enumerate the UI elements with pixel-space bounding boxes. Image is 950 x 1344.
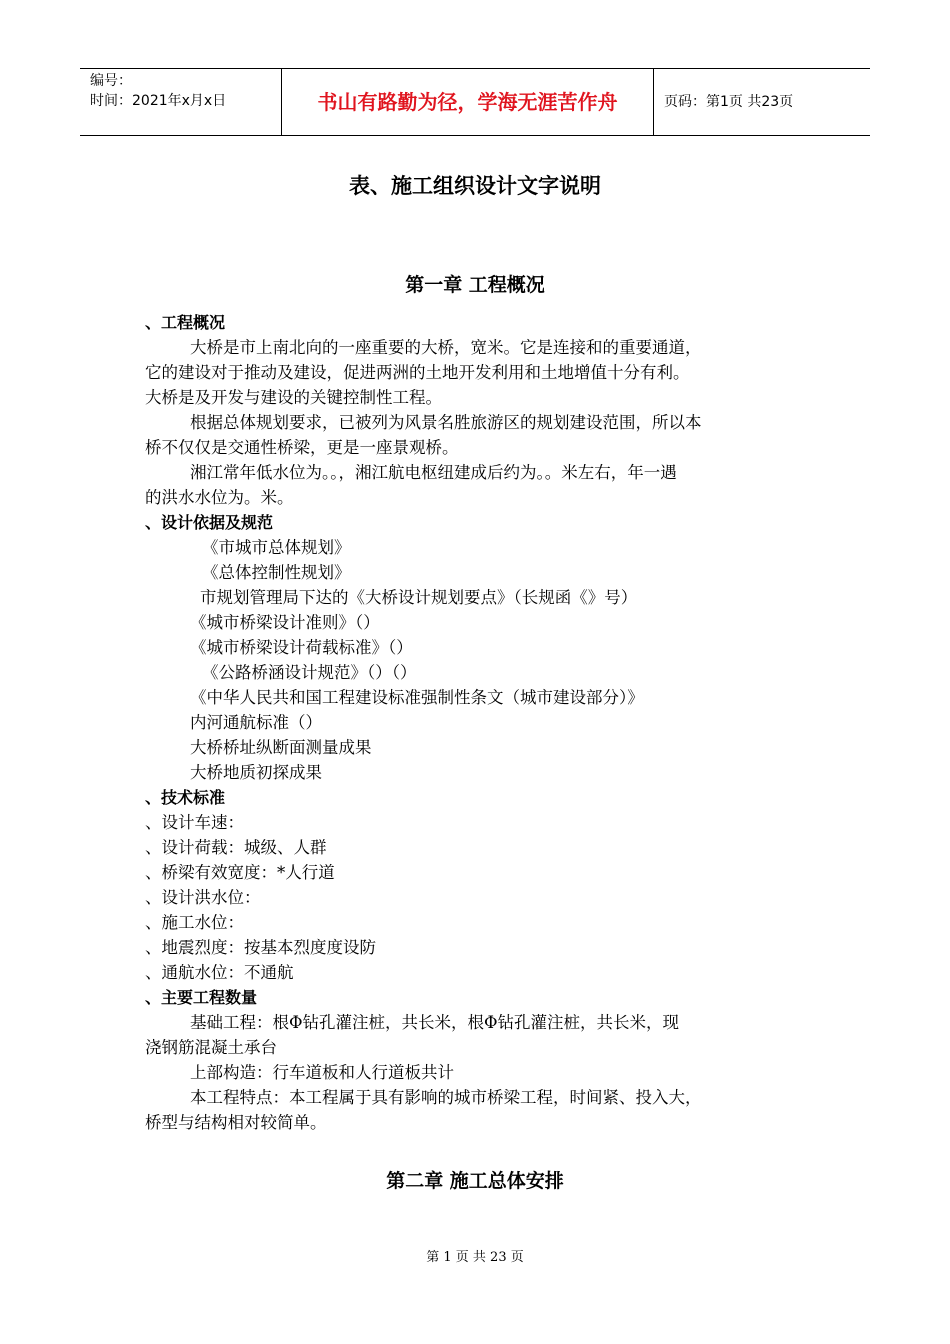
paragraph-line: 基础工程：根Φ钻孔灌注桩，共长米，根Φ钻孔灌注桩，共长米，现: [190, 1013, 680, 1032]
section-heading: 、技术标准: [145, 788, 226, 807]
basis-item: 《城市桥梁设计荷载标准》（）: [190, 638, 413, 657]
standard-item: 、桥梁有效宽度：*人行道: [145, 863, 335, 882]
paragraph-line: 它的建设对于推动及建设，促进两洲的土地开发利用和土地增值十分有利。: [145, 363, 690, 382]
section-heading: 、设计依据及规范: [145, 513, 274, 532]
section-heading: 、工程概况: [145, 313, 226, 332]
document-title: 表、施工组织设计文字说明: [349, 174, 601, 198]
standard-item: 、施工水位：: [145, 913, 244, 932]
basis-item: 大桥桥址纵断面测量成果: [190, 738, 372, 757]
header-table: [80, 68, 870, 136]
basis-item: 市规划管理局下达的《大桥设计规划要点》（长规函《》号）: [200, 588, 638, 607]
paragraph-line: 的洪水水位为。米。: [145, 488, 294, 507]
basis-item: 《城市桥梁设计准则》（）: [190, 613, 380, 632]
standard-item: 、设计车速：: [145, 813, 244, 832]
paragraph-line: 浇钢筋混凝土承台: [145, 1038, 277, 1057]
paragraph-line: 根据总体规划要求，已被列为风景名胜旅游区的规划建设范围，所以本: [190, 413, 702, 432]
paragraph-line: 桥型与结构相对较简单。: [145, 1113, 327, 1132]
basis-item: 《总体控制性规划》: [202, 563, 351, 582]
chapter-1-body: [145, 310, 810, 1135]
section-heading: 、主要工程数量: [145, 988, 258, 1007]
basis-item: 内河通航标准（）: [190, 713, 322, 732]
paragraph-line: 大桥是市上南北向的一座重要的大桥，宽米。它是连接和的重要通道，: [190, 338, 702, 357]
header-motto: 书山有路勤为径，学海无涯苦作舟: [282, 69, 654, 135]
basis-item: 大桥地质初探成果: [190, 763, 322, 782]
chapter-2-title: 第二章 施工总体安排: [386, 1170, 564, 1192]
standard-item: 、设计洪水位：: [145, 888, 261, 907]
basis-item: 《市城市总体规划》: [202, 538, 351, 557]
paragraph-line: 大桥是及开发与建设的关键控制性工程。: [145, 388, 442, 407]
basis-item: 《公路桥涵设计规范》（）（）: [202, 663, 417, 682]
number-label: 编号：: [90, 73, 132, 89]
standard-item: 、设计荷载：城级、人群: [145, 838, 327, 857]
header-page-info: 页码：第1页 共23页: [664, 94, 794, 110]
standard-item: 、地震烈度：按基本烈度度设防: [145, 938, 376, 957]
paragraph-line: 本工程特点：本工程属于具有影响的城市桥梁工程，时间紧、投入大，: [190, 1088, 702, 1107]
paragraph-line: 上部构造：行车道板和人行道板共计: [190, 1063, 454, 1082]
chapter-1-title: 第一章 工程概况: [405, 274, 545, 296]
basis-item: 《中华人民共和国工程建设标准强制性条文（城市建设部分）》: [190, 688, 644, 707]
paragraph-line: 桥不仅仅是交通性桥梁，更是一座景观桥。: [145, 438, 459, 457]
time-label: 时间：2021年x月x日: [90, 93, 227, 109]
standard-item: 、通航水位：不通航: [145, 963, 294, 982]
header-meta: [80, 69, 282, 135]
page-footer: 第 1 页 共 23 页: [426, 1250, 524, 1265]
paragraph-line: 湘江常年低水位为。。，湘江航电枢纽建成后约为。。米左右，年一遇: [190, 463, 677, 482]
